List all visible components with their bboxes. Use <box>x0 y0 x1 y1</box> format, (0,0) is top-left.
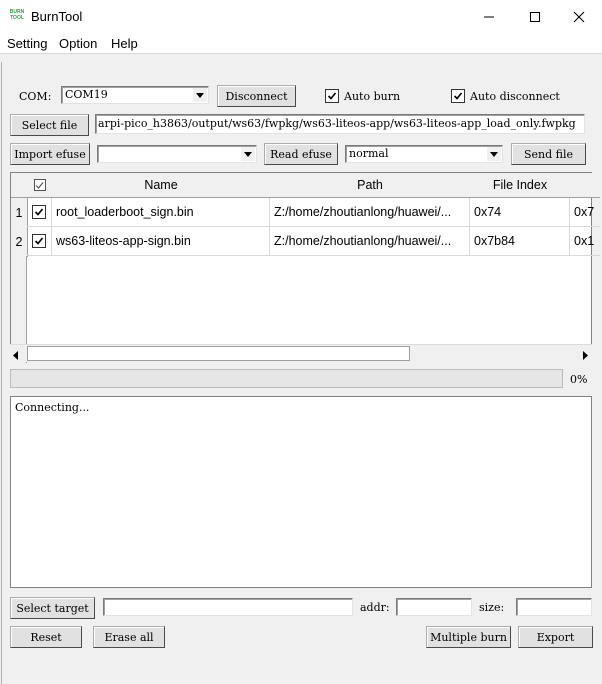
auto-burn-checkbox[interactable] <box>325 89 339 103</box>
addr-field[interactable] <box>396 598 472 616</box>
row-2-checkbox[interactable] <box>32 234 46 248</box>
com-select[interactable] <box>61 86 209 104</box>
erase-all-button[interactable]: Erase all <box>93 626 165 648</box>
table-cell-file-index[interactable]: 0x7b84 <box>470 227 570 256</box>
chevron-down-icon <box>487 147 501 161</box>
auto-burn-label: Auto burn <box>344 89 401 103</box>
auto-disconnect-checkbox[interactable] <box>451 89 465 103</box>
row-header-2[interactable]: 2 <box>11 227 28 257</box>
table-cell-file-index[interactable]: 0x74 <box>470 198 570 227</box>
read-efuse-button[interactable]: Read efuse <box>264 143 338 165</box>
select-file-button[interactable]: Select file <box>10 114 89 136</box>
com-label: COM: <box>19 90 52 103</box>
burntool-app-icon: BURN TOOL <box>9 9 25 21</box>
send-file-button[interactable]: Send file <box>511 143 586 165</box>
size-label: size: <box>479 601 505 614</box>
import-efuse-button[interactable]: Import efuse <box>10 143 90 165</box>
scroll-right-icon[interactable] <box>581 349 589 363</box>
scroll-left-icon[interactable] <box>12 349 20 363</box>
row-1-checkbox[interactable] <box>32 205 46 219</box>
table-cell-extra[interactable]: 0x7 <box>570 198 600 227</box>
table-horizontal-scrollbar[interactable] <box>10 344 592 362</box>
target-field[interactable] <box>103 598 353 616</box>
window-title: BurnTool <box>31 9 83 24</box>
menu-setting[interactable]: Setting <box>7 36 48 51</box>
row-header-1[interactable]: 1 <box>11 198 28 228</box>
corner-header <box>11 173 28 198</box>
checkmark-icon <box>453 91 463 101</box>
select-target-button[interactable]: Select target <box>10 597 95 619</box>
auto-disconnect-option[interactable] <box>451 89 560 103</box>
auto-burn-option[interactable] <box>325 89 400 103</box>
maximize-icon <box>529 11 541 23</box>
auto-disconnect-label: Auto disconnect <box>470 89 560 103</box>
menu-help[interactable]: Help <box>111 36 138 51</box>
burn-progress-bar <box>10 369 563 388</box>
efuse-select[interactable] <box>97 145 257 163</box>
size-field[interactable] <box>516 598 592 616</box>
addr-label: addr: <box>360 601 390 614</box>
file-table <box>10 172 595 362</box>
table-row-checkbox-cell[interactable] <box>27 198 52 227</box>
com-select-value: COM19 <box>65 88 108 101</box>
table-cell-path[interactable]: Z:/home/zhoutianlong/huawei/... <box>270 227 470 256</box>
minimize-icon <box>483 11 495 23</box>
table-row-checkbox-cell[interactable] <box>27 227 52 256</box>
minimize-button[interactable] <box>466 0 512 34</box>
table-cell-name[interactable]: root_loaderboot_sign.bin <box>52 198 270 227</box>
column-header-extra[interactable] <box>570 173 600 198</box>
table-cell-name[interactable]: ws63-liteos-app-sign.bin <box>52 227 270 256</box>
reset-button[interactable]: Reset <box>10 626 82 648</box>
menu-option[interactable]: Option <box>59 36 98 51</box>
close-button[interactable] <box>556 0 602 34</box>
checkmark-icon <box>34 207 44 217</box>
mode-select[interactable] <box>345 145 503 163</box>
mode-select-value: normal <box>349 147 389 160</box>
export-button[interactable]: Export <box>518 626 593 648</box>
table-cell-extra[interactable]: 0x1 <box>570 227 600 256</box>
column-header-file-index[interactable]: File Index <box>470 173 571 198</box>
close-icon <box>573 11 585 23</box>
checkmark-icon <box>34 236 44 246</box>
column-header-path[interactable]: Path <box>270 173 471 198</box>
chevron-down-icon <box>193 88 207 102</box>
disconnect-button[interactable]: Disconnect <box>217 85 296 107</box>
chevron-down-icon <box>241 147 255 161</box>
log-output[interactable] <box>10 396 592 588</box>
log-text: Connecting... <box>15 401 90 414</box>
checkmark-icon <box>35 181 44 190</box>
maximize-button[interactable] <box>512 0 558 34</box>
scroll-thumb[interactable] <box>27 346 410 361</box>
multiple-burn-button[interactable]: Multiple burn <box>426 626 511 648</box>
select-all-checkbox[interactable] <box>34 179 46 191</box>
progress-percent: 0% <box>570 373 588 386</box>
column-header-name[interactable]: Name <box>52 173 271 198</box>
title-bar <box>0 0 602 34</box>
checkmark-icon <box>327 91 337 101</box>
select-all-header[interactable] <box>27 173 53 198</box>
file-path-field[interactable]: arpi-pico_h3863/output/ws63/fwpkg/ws63-liteos-app/ws63-liteos-app_load_only.fwpkg <box>95 114 585 134</box>
menu-bar <box>0 34 602 54</box>
table-cell-path[interactable]: Z:/home/zhoutianlong/huawei/... <box>270 198 470 227</box>
